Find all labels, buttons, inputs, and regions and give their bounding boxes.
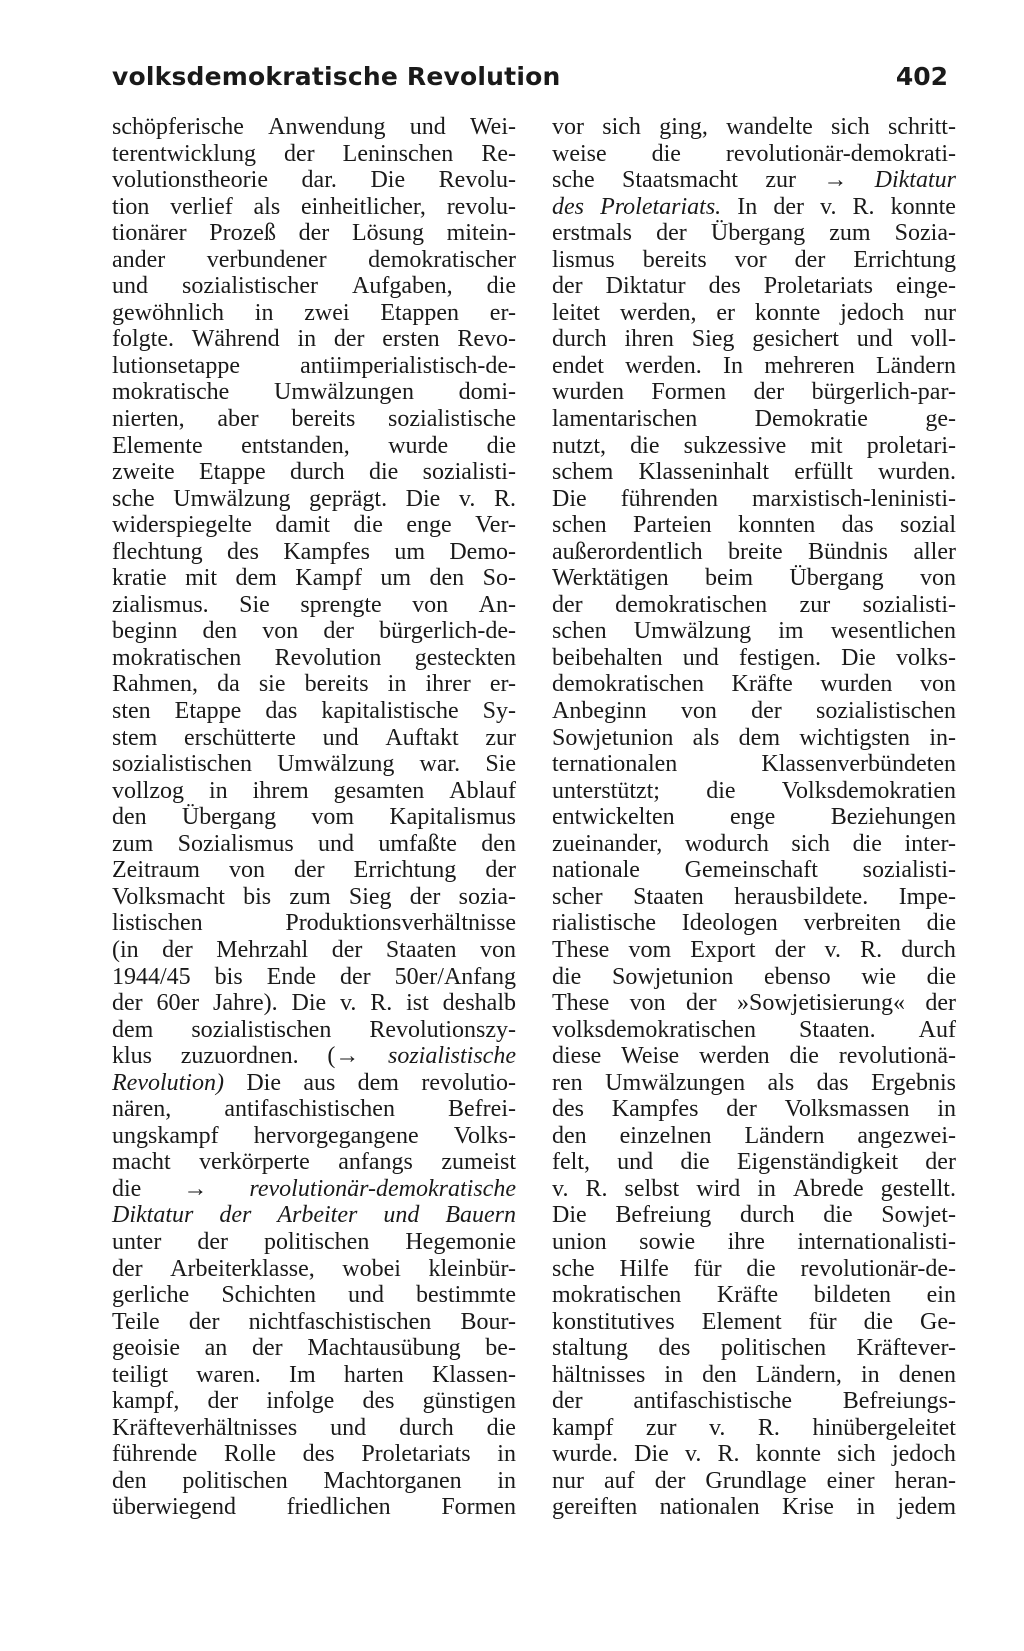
text-line: mokratische Umwälzungen domi-: [112, 379, 516, 406]
text-line: lutionsetappe antiimperialistisch-de-: [112, 352, 516, 379]
text-line: Die Befreiung durch die Sowjet-: [552, 1202, 956, 1229]
text-line: Kräfteverhältnisses und durch die: [112, 1414, 516, 1441]
text-line: folgte. Während in der ersten Revo-: [112, 326, 516, 353]
text-line: demokratischen Kräfte wurden von: [552, 671, 956, 698]
text-line: außerordentlich breite Bündnis aller: [552, 538, 956, 565]
text-line: Rahmen, da sie bereits in ihrer er-: [112, 671, 516, 698]
text-line: mokratischen Kräfte bildeten ein: [552, 1282, 956, 1309]
text-line: klus zuzuordnen. (→ sozialistische: [112, 1043, 516, 1070]
text-line: zueinander, wodurch sich die inter-: [552, 830, 956, 857]
text-line: und sozialistischer Aufgaben, die: [112, 273, 516, 300]
text-line: schen Parteien konnten das sozial: [552, 512, 956, 539]
text-line: ren Umwälzungen als das Ergebnis: [552, 1069, 956, 1096]
text-line: die Sowjetunion ebenso wie die: [552, 963, 956, 990]
text-line: nierten, aber bereits sozialistische: [112, 406, 516, 433]
text-line: These vom Export der v. R. durch: [552, 936, 956, 963]
text-line: These von der »Sowjetisierung« der: [552, 990, 956, 1017]
text-line: (in der Mehrzahl der Staaten von: [112, 936, 516, 963]
text-line: vor sich ging, wandelte sich schritt-: [552, 114, 956, 140]
text-line: wurden Formen der bürgerlich-par-: [552, 379, 956, 406]
text-line: sten Etappe das kapitalistische Sy-: [112, 698, 516, 725]
text-line: der 60er Jahre). Die v. R. ist deshalb: [112, 990, 516, 1017]
text-line: listischen Produktionsverhältnisse: [112, 910, 516, 937]
text-line: mokratischen Revolution gesteckten: [112, 644, 516, 671]
text-line: staltung des politischen Kräftever-: [552, 1335, 956, 1362]
text-line: der demokratischen zur sozialisti-: [552, 591, 956, 618]
page-header: [112, 62, 948, 98]
text-line: sche Staatsmacht zur → Diktatur: [552, 167, 956, 194]
text-line: widerspiegelte damit die enge Ver-: [112, 512, 516, 539]
text-line: zum Sozialismus und umfaßte den: [112, 830, 516, 857]
text-line: teiligt waren. Im harten Klassen-: [112, 1361, 516, 1388]
text-line: geoisie an der Machtausübung be-: [112, 1335, 516, 1362]
text-line: den Übergang vom Kapitalismus: [112, 804, 516, 831]
text-line: Werktätigen beim Übergang von: [552, 565, 956, 592]
page-number: 402: [895, 62, 948, 91]
text-line: die → revolutionär-demokratische: [112, 1175, 516, 1202]
text-line: volksdemokratischen Staaten. Auf: [552, 1016, 956, 1043]
text-line: terentwicklung der Leninschen Re-: [112, 140, 516, 167]
text-line: gerliche Schichten und bestimmte: [112, 1282, 516, 1309]
text-line: des Kampfes der Volksmassen in: [552, 1096, 956, 1123]
text-line: der Diktatur des Proletariats einge-: [552, 273, 956, 300]
text-line: den einzelnen Ländern angezwei-: [552, 1122, 956, 1149]
text-line: Diktatur der Arbeiter und Bauern: [112, 1202, 516, 1229]
text-line: sche Hilfe für die revolutionär-de-: [552, 1255, 956, 1282]
text-line: ander verbundener demokratischer: [112, 246, 516, 273]
text-line: schem Klasseninhalt erfüllt wurden.: [552, 459, 956, 486]
text-line: unterstützt; die Volksdemokratien: [552, 777, 956, 804]
text-line: Volksmacht bis zum Sieg der sozia-: [112, 883, 516, 910]
text-line: erstmals der Übergang zum Sozia-: [552, 220, 956, 247]
text-line: durch ihren Sieg gesichert und voll-: [552, 326, 956, 353]
text-line: schöpferische Anwendung und Wei-: [112, 114, 516, 140]
text-line: schen Umwälzung im wesentlichen: [552, 618, 956, 645]
text-line: hältnisses in den Ländern, in denen: [552, 1361, 956, 1388]
text-line: Zeitraum von der Errichtung der: [112, 857, 516, 884]
text-line: Teile der nichtfaschistischen Bour-: [112, 1308, 516, 1335]
text-line: endet werden. In mehreren Ländern: [552, 352, 956, 379]
text-line: Sowjetunion als dem wichtigsten in-: [552, 724, 956, 751]
text-line: lismus bereits vor der Errichtung: [552, 246, 956, 273]
text-line: flechtung des Kampfes um Demo-: [112, 538, 516, 565]
text-line: nutzt, die sukzessive mit proletari-: [552, 432, 956, 459]
text-line: felt, und die Eigenständigkeit der: [552, 1149, 956, 1176]
text-line: kampf zur v. R. hinübergeleitet: [552, 1414, 956, 1441]
text-line: ternationalen Klassenverbündeten: [552, 751, 956, 778]
text-line: beibehalten und festigen. Die volks-: [552, 644, 956, 671]
text-line: wurde. Die v. R. konnte sich jedoch: [552, 1441, 956, 1468]
text-line: stem erschütterte und Auftakt zur: [112, 724, 516, 751]
text-line: lamentarischen Demokratie ge-: [552, 406, 956, 433]
text-line: den politischen Machtorganen in: [112, 1467, 516, 1494]
text-line: der Arbeiterklasse, wobei kleinbür-: [112, 1255, 516, 1282]
text-line: ungskampf hervorgegangene Volks-: [112, 1122, 516, 1149]
text-line: Elemente entstanden, wurde die: [112, 432, 516, 459]
text-line: konstitutives Element für die Ge-: [552, 1308, 956, 1335]
text-line: rialistische Ideologen verbreiten die: [552, 910, 956, 937]
text-line: beginn den von der bürgerlich-de-: [112, 618, 516, 645]
text-line: sche Umwälzung geprägt. Die v. R.: [112, 485, 516, 512]
text-line: v. R. selbst wird in Abrede gestellt.: [552, 1175, 956, 1202]
text-line: scher Staaten herausbildete. Impe-: [552, 883, 956, 910]
running-head-title: volksdemokratische Revolution: [112, 62, 561, 91]
text-line: kampf, der infolge des günstigen: [112, 1388, 516, 1415]
text-line: vollzog in ihrem gesamten Ablauf: [112, 777, 516, 804]
text-line: unter der politischen Hegemonie: [112, 1228, 516, 1255]
text-line: der antifaschistische Befreiungs-: [552, 1388, 956, 1415]
text-line: diese Weise werden die revolutionä-: [552, 1043, 956, 1070]
text-line: zialismus. Sie sprengte von An-: [112, 591, 516, 618]
text-line: volutionstheorie dar. Die Revolu-: [112, 167, 516, 194]
text-line: führende Rolle des Proletariats in: [112, 1441, 516, 1468]
text-line: nur auf der Grundlage einer heran-: [552, 1467, 956, 1494]
text-line: macht verkörperte anfangs zumeist: [112, 1149, 516, 1176]
text-line: sozialistischen Umwälzung war. Sie: [112, 751, 516, 778]
text-line: dem sozialistischen Revolutionszy-: [112, 1016, 516, 1043]
text-line: gereiften nationalen Krise in jedem: [552, 1494, 956, 1521]
text-line: Die führenden marxistisch-leninisti-: [552, 485, 956, 512]
text-line: überwiegend friedlichen Formen: [112, 1494, 516, 1521]
text-line: leitet werden, er konnte jedoch nur: [552, 299, 956, 326]
text-line: kratie mit dem Kampf um den So-: [112, 565, 516, 592]
text-line: tion verlief als einheitlicher, revolu-: [112, 193, 516, 220]
text-line: gewöhnlich in zwei Etappen er-: [112, 299, 516, 326]
text-line: zweite Etappe durch die sozialisti-: [112, 459, 516, 486]
text-line: tionärer Prozeß der Lösung mitein-: [112, 220, 516, 247]
text-line: entwickelten enge Beziehungen: [552, 804, 956, 831]
text-column-right: [552, 114, 956, 1521]
text-line: weise die revolutionär-demokrati-: [552, 140, 956, 167]
text-line: nationale Gemeinschaft sozialisti-: [552, 857, 956, 884]
text-line: Revolution) Die aus dem revolutio-: [112, 1069, 516, 1096]
text-line: nären, antifaschistischen Befrei-: [112, 1096, 516, 1123]
text-line: 1944/45 bis Ende der 50er/Anfang: [112, 963, 516, 990]
text-line: union sowie ihre internationalisti-: [552, 1228, 956, 1255]
text-column-left: [112, 114, 516, 1521]
text-line: Anbeginn von der sozialistischen: [552, 698, 956, 725]
text-line: des Proletariats. In der v. R. konnte: [552, 193, 956, 220]
